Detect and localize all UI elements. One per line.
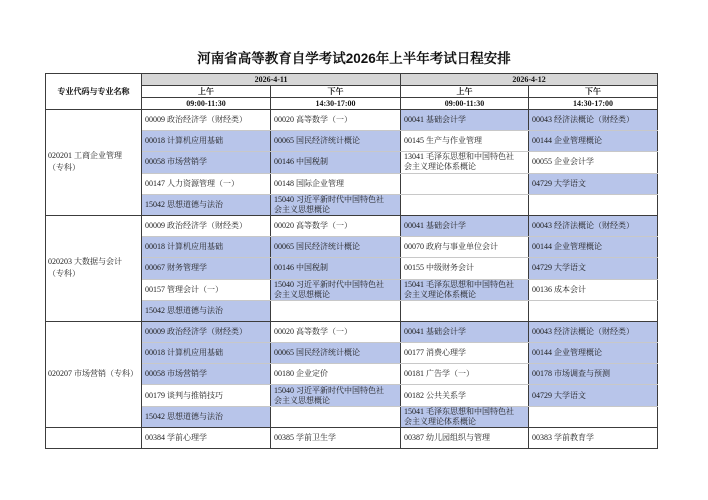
date-header: 2026-4-11 — [142, 74, 401, 86]
session-time: 09:00-11:30 — [142, 98, 271, 110]
major-name: 020203 大数据与会计（专科） — [46, 215, 142, 321]
empty-cell — [401, 300, 529, 321]
course-cell: 00179 谈判与推销技巧 — [142, 385, 271, 406]
course-cell: 00155 中级财务会计 — [401, 258, 529, 279]
course-cell: 15042 思想道德与法治 — [142, 194, 271, 215]
course-cell: 00020 高等数学（一） — [271, 321, 401, 342]
schedule-row — [46, 215, 658, 236]
empty-cell — [401, 194, 529, 215]
course-cell: 15040 习近平新时代中国特色社会主义思想概论 — [271, 385, 401, 406]
course-cell: 00041 基础会计学 — [401, 110, 529, 131]
course-cell: 00043 经济法概论（财经类） — [529, 321, 658, 342]
session-time: 14:30-17:00 — [529, 98, 658, 110]
course-cell: 00009 政治经济学（财经类） — [142, 215, 271, 236]
course-cell: 15040 习近平新时代中国特色社会主义思想概论 — [271, 194, 401, 215]
course-cell: 00009 政治经济学（财经类） — [142, 321, 271, 342]
course-cell: 00043 经济法概论（财经类） — [529, 215, 658, 236]
empty-cell — [271, 406, 401, 427]
schedule-body — [46, 110, 658, 449]
course-cell: 00146 中国税制 — [271, 258, 401, 279]
course-cell: 00384 学前心理学 — [142, 427, 271, 448]
course-cell: 15042 思想道德与法治 — [142, 406, 271, 427]
course-cell: 00385 学前卫生学 — [271, 427, 401, 448]
course-cell: 00018 计算机应用基础 — [142, 343, 271, 364]
course-cell: 04729 大学语文 — [529, 173, 658, 194]
course-cell: 00144 企业管理概论 — [529, 131, 658, 152]
course-cell: 00020 高等数学（一） — [271, 110, 401, 131]
session-header: 下午 — [271, 86, 401, 98]
empty-cell — [271, 300, 401, 321]
course-cell: 15042 思想道德与法治 — [142, 300, 271, 321]
course-cell: 00009 政治经济学（财经类） — [142, 110, 271, 131]
course-cell: 00065 国民经济统计概论 — [271, 131, 401, 152]
date-header: 2026-4-12 — [401, 74, 658, 86]
course-cell: 00065 国民经济统计概论 — [271, 343, 401, 364]
course-cell: 00147 人力资源管理（一） — [142, 173, 271, 194]
course-cell: 15040 习近平新时代中国特色社会主义思想概论 — [271, 279, 401, 300]
major-name: 020207 市场营销（专科） — [46, 321, 142, 427]
session-header: 上午 — [142, 86, 271, 98]
course-cell: 00018 计算机应用基础 — [142, 131, 271, 152]
course-cell: 00157 管理会计（一） — [142, 279, 271, 300]
course-cell: 00178 市场调查与预测 — [529, 364, 658, 385]
course-cell: 00070 政府与事业单位会计 — [401, 237, 529, 258]
empty-cell — [401, 173, 529, 194]
course-cell: 00065 国民经济统计概论 — [271, 237, 401, 258]
course-cell: 00043 经济法概论（财经类） — [529, 110, 658, 131]
course-cell: 00136 成本会计 — [529, 279, 658, 300]
session-header: 上午 — [401, 86, 529, 98]
course-cell: 00387 幼儿园组织与管理 — [401, 427, 529, 448]
course-cell: 00041 基础会计学 — [401, 321, 529, 342]
course-cell: 00180 企业定价 — [271, 364, 401, 385]
major-name: 020201 工商企业管理（专科） — [46, 110, 142, 216]
page-title: 河南省高等教育自学考试2026年上半年考试日程安排 — [197, 51, 511, 66]
session-time: 09:00-11:30 — [401, 98, 529, 110]
date-header-row — [46, 74, 658, 86]
schedule-row — [46, 110, 658, 131]
major-name — [46, 427, 142, 448]
schedule-row — [46, 321, 658, 342]
course-cell: 00146 中国税制 — [271, 152, 401, 173]
exam-schedule-table — [45, 73, 658, 449]
course-cell: 00058 市场营销学 — [142, 152, 271, 173]
course-cell: 00181 广告学（一） — [401, 364, 529, 385]
course-cell: 00018 计算机应用基础 — [142, 237, 271, 258]
course-cell: 13041 毛泽东思想和中国特色社会主义理论体系概论 — [401, 152, 529, 173]
course-cell: 04729 大学语文 — [529, 258, 658, 279]
course-cell: 00148 国际企业管理 — [271, 173, 401, 194]
course-cell: 00177 消费心理学 — [401, 343, 529, 364]
course-cell: 00020 高等数学（一） — [271, 215, 401, 236]
course-cell: 00058 市场营销学 — [142, 364, 271, 385]
course-cell: 00055 企业会计学 — [529, 152, 658, 173]
empty-cell — [529, 194, 658, 215]
course-cell: 00383 学前教育学 — [529, 427, 658, 448]
session-time: 14:30-17:00 — [271, 98, 401, 110]
course-cell: 00067 财务管理学 — [142, 258, 271, 279]
empty-cell — [529, 300, 658, 321]
course-cell: 15041 毛泽东思想和中国特色社会主义理论体系概论 — [401, 406, 529, 427]
course-cell: 00144 企业管理概论 — [529, 237, 658, 258]
course-cell: 00144 企业管理概论 — [529, 343, 658, 364]
schedule-header — [46, 74, 658, 110]
empty-cell — [529, 406, 658, 427]
course-cell: 00145 生产与作业管理 — [401, 131, 529, 152]
session-header: 下午 — [529, 86, 658, 98]
course-cell: 15041 毛泽东思想和中国特色社会主义理论体系概论 — [401, 279, 529, 300]
course-cell: 00182 公共关系学 — [401, 385, 529, 406]
major-column-header: 专业代码与专业名称 — [46, 74, 142, 110]
course-cell: 00041 基础会计学 — [401, 215, 529, 236]
course-cell: 04729 大学语文 — [529, 385, 658, 406]
schedule-row — [46, 427, 658, 448]
